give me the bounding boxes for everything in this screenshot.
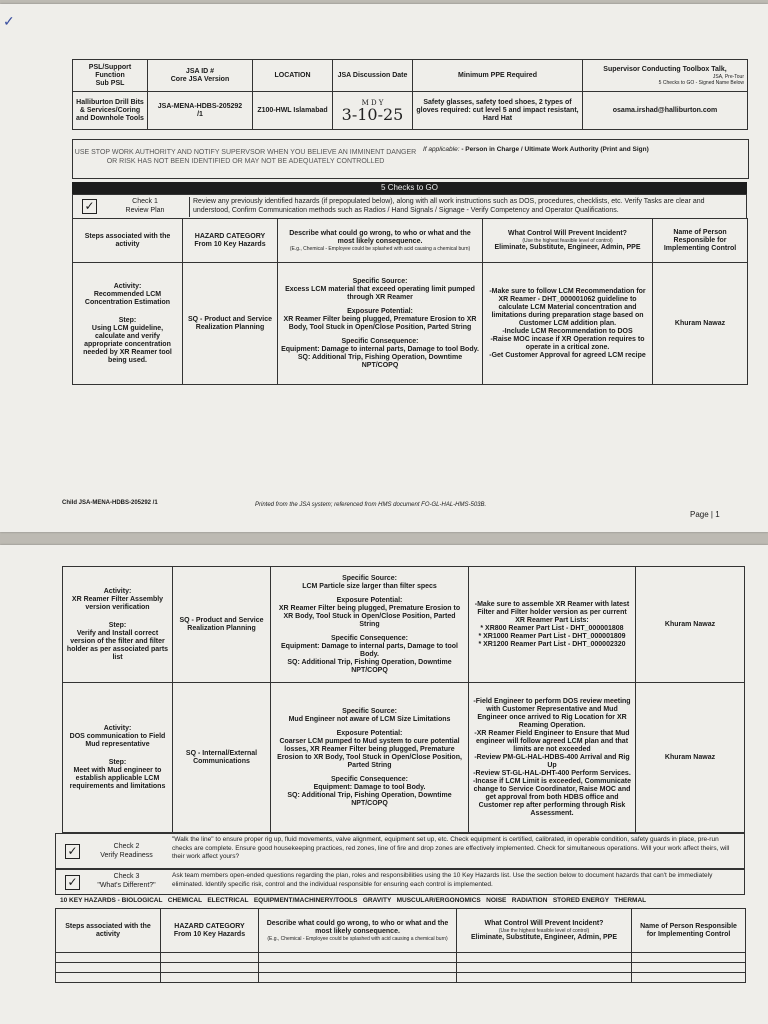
row3-potential-heading: Exposure Potential: [336, 729, 403, 737]
key-hazards-list: 10 KEY HAZARDS - BIOLOGICAL CHEMICAL ELECTRICAL EQUIPMENT/MACHINERY/TOOLS GRAVITY MUSCULAR/ERGONOMICS NOISE RADIATION STORED ENERGY THERMAL [60, 897, 647, 904]
row3-consequence-heading: Specific Consequence: [330, 775, 409, 783]
psl-value: Halliburton Drill Bits & Services/Coring and Downhole Tools [73, 92, 148, 130]
check3-checkbox[interactable]: ✓ [65, 875, 80, 890]
describe-header [278, 219, 483, 263]
blank-cell[interactable] [56, 953, 161, 963]
row1-steps [73, 263, 183, 385]
check3-row [55, 869, 745, 895]
control-header [457, 909, 632, 953]
check1-row [72, 194, 747, 219]
row1-consequence-heading: Specific Consequence: [341, 337, 419, 345]
jsa-id-header: JSA ID # Core JSA Version [148, 60, 253, 92]
check1-checkbox[interactable]: ✓ [82, 199, 97, 214]
supervisor-header [583, 60, 748, 92]
table-row [73, 263, 748, 385]
footer-printed-note: Printed from the JSA system; referenced from HMS document FO-GL-HAL-HMS-503B. [255, 502, 487, 508]
row1-step: Step: Using LCM guideline, calculate and verify appropriate concentration needed by XR Reamer tool being used. [83, 316, 172, 364]
ppe-value: Safety glasses, safety toed shoes, 2 types of gloves required: cut level 5 and impact resistant, Hard Hat [413, 92, 583, 130]
psl-header: PSL/Support Function Sub PSL [73, 60, 148, 92]
row2-steps [63, 567, 173, 683]
check2-row [55, 833, 745, 869]
control-header-label: What Control Will Prevent Incident? [484, 919, 604, 927]
person-in-charge-prefix: If applicable: [423, 146, 460, 153]
describe-header-label: Describe what could go wrong, to who or what and the most likely consequence. [266, 919, 449, 935]
row1-activity: Activity: Recommended LCM Concentration Estimation [84, 282, 171, 306]
check1-text: Review any previously identified hazards (if prepopulated below), along with all work instructions such as DOS, procedures, checklists, etc. Verify Tasks are clear and understood, Confirm Communication methods such as Radios / Hand Signals / Signage - Verify Competency and Operator Qualifications. [193, 198, 705, 214]
blank-cell[interactable] [161, 973, 259, 983]
person-in-charge [423, 146, 649, 153]
blank-cell[interactable] [457, 963, 632, 973]
describe-header-example: (E.g., Chemical - Employee could be splashed with acid causing a chemical burn) [289, 245, 471, 252]
row2-potential-heading: Exposure Potential: [336, 596, 403, 604]
row1-consequence: Equipment: Damage to internal parts, Damage to tool Body. SQ: Additional Trip, Fishing Operation, Downtime NPT/COPQ [281, 345, 479, 369]
row3-describe [271, 683, 469, 833]
date-cell [333, 92, 413, 130]
pen-mark-icon: ✓ [3, 14, 15, 30]
blank-cell[interactable] [632, 953, 746, 963]
stop-work-box [72, 139, 749, 179]
jsa-id-value: JSA-MENA-HDBS-205292 /1 [148, 92, 253, 130]
location-header: LOCATION [253, 60, 333, 92]
blank-cell[interactable] [632, 973, 746, 983]
check3-label: Check 3 "What's Different?" [97, 873, 156, 889]
row1-source-heading: Specific Source: [352, 277, 408, 285]
row2-source: LCM Particle size larger than filter specs [302, 582, 437, 590]
hazard-table-2 [62, 566, 745, 833]
row2-source-heading: Specific Source: [342, 574, 397, 582]
table-row [63, 567, 745, 683]
blank-cell[interactable] [259, 973, 457, 983]
check1-label: Check 1 Review Plan [101, 197, 190, 217]
control-header-label: What Control Will Prevent Incident? [508, 229, 627, 237]
table-row [56, 973, 746, 983]
date-marks: M D Y [361, 98, 384, 107]
row2-step: Step: Verify and Install correct version of the filter and filter holder as per associated parts list [66, 621, 169, 661]
document-page-1 [0, 4, 768, 532]
row2-consequence: Equipment: Damage to internal parts, Damage to tool Body. SQ: Additional Trip, Fishing Operation, Downtime NPT/COPQ [281, 642, 458, 674]
table-row [56, 963, 746, 973]
row1-describe [278, 263, 483, 385]
row1-source: Excess LCM material that exceed operating limit pumped through XR Reamer [285, 285, 475, 301]
blank-cell[interactable] [457, 953, 632, 963]
row2-control: -Make sure to assemble XR Reamer with latest Filter and Filter holder version as per current XR Reamer Part Lists: * XR800 Reamer Part List - DHT_000001808 * XR1000 Reamer Part List - DHT_000001809 * XR1200 Reamer Part List - DHT_000002320 [469, 567, 636, 683]
steps-header: Steps associated with the activity [56, 909, 161, 953]
blank-cell[interactable] [161, 953, 259, 963]
table-row [56, 953, 746, 963]
location-value: Z100-HWL Islamabad [253, 92, 333, 130]
page-number: Page | 1 [690, 510, 720, 519]
describe-header-label: Describe what could go wrong, to who or what and the most likely consequence. [289, 229, 471, 245]
describe-header [259, 909, 457, 953]
check2-checkbox[interactable]: ✓ [65, 844, 80, 859]
check3-text: Ask team members open-ended questions regarding the plan, roles and responsibilities using the 10 Key Hazards list. Use the section below to document hazards that can't be immediately eliminated. Identify specific risk, control and the individual responsible for ensuring each control is implemented. [172, 872, 713, 888]
control-header-note: (Use the highest feasible level of control) [522, 237, 613, 244]
row3-source: Mud Engineer not aware of LCM Size Limitations [288, 715, 451, 723]
supervisor-header-note: JSA, Pre-Tour 5 Checks to GO - Signed Name Below [658, 73, 744, 86]
row1-control: -Make sure to follow LCM Recommendation for XR Reamer - DHT_000001062 guideline to calculate LCM Material concentration and limitations during preparation stage based on Customer LCM addition plan. -Include LCM Recommendation to DOS -Raise MOC incase if XR Operation requires to operate in a critical zone. -Get Customer Approval for agreed LCM recipe [483, 263, 653, 385]
five-checks-band: 5 Checks to GO [72, 182, 747, 194]
discussion-date: 3-10-25 [341, 104, 404, 124]
person-header: Name of Person Responsible for Implementing Control [653, 219, 748, 263]
row1-hazard: SQ - Product and Service Realization Planning [183, 263, 278, 385]
row3-source-heading: Specific Source: [342, 707, 397, 715]
row3-person: Khuram Nawaz [636, 683, 745, 833]
row3-hazard: SQ - Internal/External Communications [173, 683, 271, 833]
check2-text: "Walk the line" to ensure proper rig up, fluid movements, valve alignment, equipment set up, etc. Check equipment is certified, calibrated, in operable condition, safety guards in place, pre-run checks are complete. Ensure good housekeeping practices, red zones, line of fire and drop zones are effectively implemented. Check for simultaneous operations. Will your work affect theirs, will their work affect yours? [172, 836, 730, 860]
row3-consequence: Equipment: Damage to tool Body. SQ: Additional Trip, Fishing Operation, Downtime NPT/COPQ [287, 783, 452, 807]
row2-activity: Activity: XR Reamer Filter Assembly version verification [71, 587, 164, 611]
row2-consequence-heading: Specific Consequence: [330, 634, 409, 642]
blank-cell[interactable] [56, 973, 161, 983]
stop-work-text: USE STOP WORK AUTHORITY AND NOTIFY SUPERVSOR WHEN YOU BELIEVE AN IMMINENT DANGER OR RISK HAS NOT BEEN IDENTIFIED OR MAY NOT BE ADEQUATELY CONTROLLED [74, 149, 417, 165]
row1-person: Khuram Nawaz [653, 263, 748, 385]
blank-cell[interactable] [259, 953, 457, 963]
control-header-levels: Eliminate, Substitute, Engineer, Admin, PPE [494, 243, 641, 251]
control-header-levels: Eliminate, Substitute, Engineer, Admin, PPE [471, 933, 617, 941]
row3-control: -Field Engineer to perform DOS review meeting with Customer Representative and Mud Engineer once arrived to Rig Location for XR Reaming Operation. -XR Reamer Field Engineer to Ensure that Mud engineer will follow agreed LCM plan and that limits are not exceeded -Review PM-GL-HAL-HDBS-400 Arrival and Rig Up -Review ST-GL-HAL-DHT-400 Perform Services. -Incase if LCM Limit is exceeded, Communicate change to Service Coordinator, Raise MOC and get approval from both HDBS office and Customer rep after performing through Risk Assessment. [469, 683, 636, 833]
blank-cell[interactable] [259, 963, 457, 973]
document-page-2 [0, 545, 768, 1024]
blank-cell[interactable] [161, 963, 259, 973]
row2-potential: XR Reamer Filter being plugged, Premature Erosion to XR Body, Tool Stuck in Open/Close Position, Parted String [278, 604, 461, 628]
footer-jsa-id: Child JSA-MENA-HDBS-205292 /1 [62, 500, 158, 506]
blank-cell[interactable] [457, 973, 632, 983]
row3-steps [63, 683, 173, 833]
row2-person: Khuram Nawaz [636, 567, 745, 683]
date-header: JSA Discussion Date [333, 60, 413, 92]
row3-step: Step: Meet with Mud engineer to establish applicable LCM requirements and limitations [69, 758, 166, 790]
person-header: Name of Person Responsible for Implementing Control [632, 909, 746, 953]
check2-label: Check 2 Verify Readiness [100, 843, 153, 859]
hazard-category-header: HAZARD CATEGORY From 10 Key Hazards [183, 219, 278, 263]
hazard-table-1 [72, 218, 748, 385]
row1-potential: XR Reamer Filter being plugged, Premature Erosion to XR Body, Tool Stuck in Open/Close Position, Parted String [283, 315, 477, 331]
describe-header-example: (E.g., Chemical - Employee could be splashed with acid causing a chemical burn) [267, 935, 448, 942]
row2-describe [271, 567, 469, 683]
row2-hazard: SQ - Product and Service Realization Planning [173, 567, 271, 683]
steps-header: Steps associated with the activity [73, 219, 183, 263]
blank-cell[interactable] [56, 963, 161, 973]
ppe-header: Minimum PPE Required [413, 60, 583, 92]
control-header [483, 219, 653, 263]
control-header-note: (Use the highest feasible level of control) [498, 927, 590, 934]
row3-activity: Activity: DOS communication to Field Mud representative [69, 724, 166, 748]
blank-cell[interactable] [632, 963, 746, 973]
person-in-charge-label: - Person in Charge / Ultimate Work Authority (Print and Sign) [461, 146, 649, 153]
table-row [63, 683, 745, 833]
supervisor-value: osama.irshad@halliburton.com [583, 92, 748, 130]
hazard-category-header: HAZARD CATEGORY From 10 Key Hazards [161, 909, 259, 953]
supervisor-header-label: Supervisor Conducting Toolbox Talk, [603, 65, 727, 73]
row1-potential-heading: Exposure Potential: [347, 307, 413, 315]
jsa-header-table [72, 59, 748, 130]
hazard-table-blank [55, 908, 746, 983]
row3-potential: Coarser LCM pumped to Mud system to cure potential losses, XR Reamer Filter being plugged, Premature Erosion to XR Body, Tool Stuck in Open/Close Position, Parted String [277, 737, 462, 769]
